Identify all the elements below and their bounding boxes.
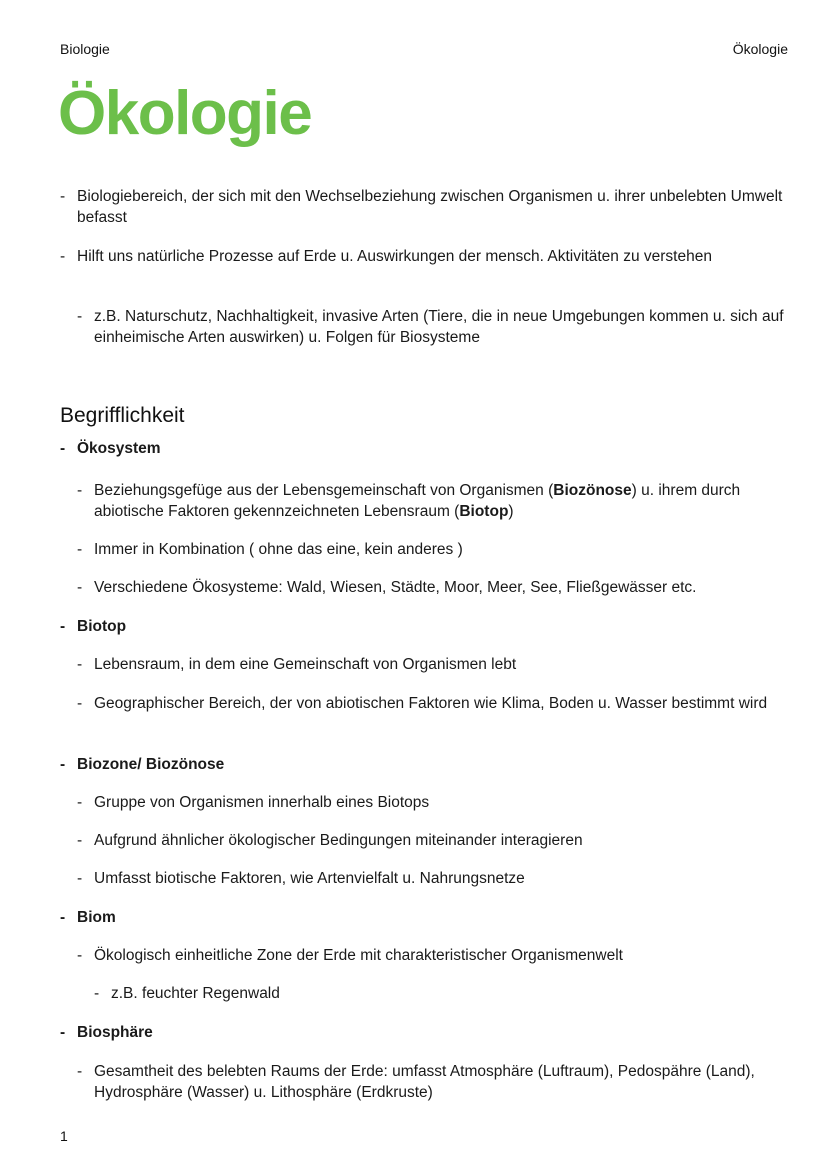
- point-text: Umfasst biotische Faktoren, wie Artenvielfalt u. Nahrungsnetze: [94, 870, 525, 887]
- point-text-part: ) u. ihrem durch abiotische Faktoren gekennzeichneten Lebensraum (: [94, 482, 741, 520]
- point-text: Ökologisch einheitliche Zone der Erde mit charakteristischer Organismenwelt: [94, 947, 623, 964]
- intro-item-purpose: [60, 246, 797, 267]
- bullet-dash: -: [60, 1024, 66, 1041]
- term-label: Biotop: [77, 618, 127, 635]
- term-label: Biosphäre: [77, 1024, 153, 1041]
- point-text: z.B. feuchter Regenwald: [111, 985, 280, 1002]
- point-text: Gesamtheit des belebten Raums der Erde: umfasst Atmosphäre (Luftraum), Pedospähre (Land), Hydrosphäre (Wasser) u. Lithosphäre (Erdkruste): [94, 1063, 755, 1101]
- bullet-dash: -: [77, 870, 83, 887]
- bullet-dash: -: [60, 440, 66, 457]
- bullet-dash: -: [94, 985, 100, 1002]
- point-text: Geographischer Bereich, der von abiotischen Faktoren wie Klima, Boden u. Wasser bestimmt wird: [94, 695, 768, 712]
- point-keyword-biotop: Biotop: [459, 503, 509, 520]
- term-point: [77, 945, 794, 966]
- bullet-dash: -: [77, 1063, 83, 1080]
- point-text-part: ): [508, 503, 514, 520]
- term-point: [77, 539, 794, 560]
- bullet-dash: -: [60, 248, 66, 265]
- bullet-dash: -: [77, 482, 83, 499]
- bullet-dash: -: [60, 618, 66, 635]
- point-text: Verschiedene Ökosysteme: Wald, Wiesen, Städte, Moor, Meer, See, Fließgewässer etc.: [94, 579, 697, 596]
- term-point: [77, 693, 794, 714]
- point-text: Lebensraum, in dem eine Gemeinschaft von Organismen lebt: [94, 656, 517, 673]
- point-text: Gruppe von Organismen innerhalb eines Biotops: [94, 794, 430, 811]
- term-label: Biozone/ Biozönose: [77, 756, 225, 773]
- term-point: [77, 480, 794, 522]
- intro-item-example: [77, 306, 794, 348]
- page-title: Ökologie: [58, 79, 312, 148]
- section-heading: Begrifflichkeit: [60, 404, 185, 427]
- term-point: [77, 654, 794, 675]
- bullet-dash: -: [77, 947, 83, 964]
- intro-item-definition: [60, 186, 797, 228]
- bullet-dash: -: [77, 794, 83, 811]
- term-biozone: [60, 754, 797, 775]
- term-label: Biom: [77, 909, 116, 926]
- term-point: [77, 577, 794, 598]
- bullet-dash: -: [77, 656, 83, 673]
- bullet-dash: -: [77, 579, 83, 596]
- bullet-dash: -: [77, 308, 83, 325]
- point-text-part: Beziehungsgefüge aus der Lebensgemeinschaft von Organismen (: [94, 482, 554, 499]
- page-header-left: Biologie: [60, 41, 110, 57]
- bullet-dash: -: [60, 188, 66, 205]
- intro-text: Biologiebereich, der sich mit den Wechselbeziehung zwischen Organismen u. ihrer unbelebten Umwelt befasst: [77, 188, 783, 226]
- term-point: [77, 1061, 794, 1103]
- bullet-dash: -: [60, 756, 66, 773]
- term-oekosystem: [60, 438, 797, 459]
- term-biotop: [60, 616, 797, 637]
- point-text: Immer in Kombination ( ohne das eine, kein anderes ): [94, 541, 463, 558]
- term-subpoint: [94, 983, 791, 1004]
- term-biom: [60, 907, 797, 928]
- bullet-dash: -: [60, 909, 66, 926]
- page-header-right: Ökologie: [732, 41, 788, 57]
- page-number: 1: [60, 1128, 68, 1144]
- term-point: [77, 830, 794, 851]
- intro-text: z.B. Naturschutz, Nachhaltigkeit, invasive Arten (Tiere, die in neue Umgebungen kommen u. sich auf einheimische Arten auswirken) u. Folgen für Biosysteme: [94, 308, 784, 346]
- bullet-dash: -: [77, 695, 83, 712]
- term-point: [77, 868, 794, 889]
- bullet-dash: -: [77, 832, 83, 849]
- term-biosphaere: [60, 1022, 797, 1043]
- bullet-dash: -: [77, 541, 83, 558]
- term-point: [77, 792, 794, 813]
- intro-text: Hilft uns natürliche Prozesse auf Erde u. Auswirkungen der mensch. Aktivitäten zu verstehen: [77, 248, 712, 265]
- point-text: Aufgrund ähnlicher ökologischer Bedingungen miteinander interagieren: [94, 832, 583, 849]
- point-keyword-biozoenose: Biozönose: [553, 482, 632, 499]
- term-label: Ökosystem: [77, 440, 161, 457]
